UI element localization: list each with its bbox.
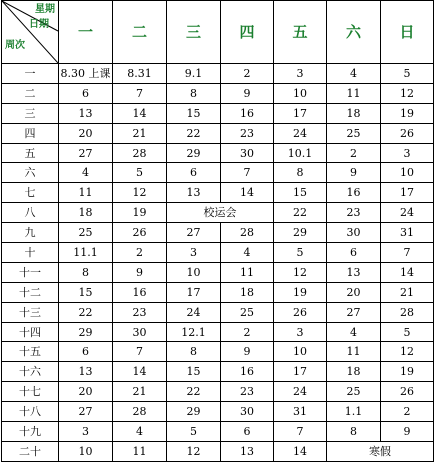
- day-header-tue: 二: [113, 1, 167, 64]
- date-cell: 16: [221, 362, 274, 382]
- date-cell: 12: [113, 183, 167, 203]
- date-cell: 12: [381, 342, 434, 362]
- date-cell: 5: [113, 163, 167, 183]
- date-cell: 17: [274, 362, 327, 382]
- date-cell: 6: [59, 342, 113, 362]
- week-row: [2, 342, 434, 362]
- date-cell: 7: [113, 83, 167, 103]
- date-cell: 20: [327, 282, 381, 302]
- week-row: [2, 422, 434, 442]
- week-row: [2, 262, 434, 282]
- date-cell: 19: [381, 103, 434, 123]
- corner-label-week: 周次: [5, 40, 25, 51]
- date-cell: 14: [113, 103, 167, 123]
- date-cell: 21: [113, 382, 167, 402]
- date-cell: 5: [381, 64, 434, 84]
- date-cell: 25: [59, 223, 113, 243]
- date-cell: 8: [167, 342, 221, 362]
- date-cell: 9: [381, 422, 434, 442]
- date-cell: 31: [381, 223, 434, 243]
- date-cell: 10: [274, 342, 327, 362]
- day-header-mon: 一: [59, 1, 113, 64]
- date-cell: 24: [167, 302, 221, 322]
- date-cell: 28: [113, 143, 167, 163]
- header-row: [2, 1, 434, 64]
- corner-label-date: 日期: [29, 19, 49, 30]
- week-number: 十六: [2, 362, 59, 382]
- date-cell: 12: [381, 83, 434, 103]
- week-number: 二: [2, 83, 59, 103]
- day-header-sat: 六: [327, 1, 381, 64]
- date-cell: 27: [327, 302, 381, 322]
- date-cell: 24: [381, 203, 434, 223]
- week-number: 十九: [2, 422, 59, 442]
- date-cell: 17: [167, 282, 221, 302]
- date-cell: 10: [167, 262, 221, 282]
- date-cell: 6: [327, 243, 381, 263]
- date-cell: 12: [274, 262, 327, 282]
- date-cell: 11: [59, 183, 113, 203]
- date-cell: 6: [221, 422, 274, 442]
- date-cell: 14: [274, 441, 327, 461]
- week-row: [2, 103, 434, 123]
- week-row: [2, 223, 434, 243]
- date-cell: 17: [381, 183, 434, 203]
- date-cell: 21: [113, 123, 167, 143]
- date-cell: 28: [221, 223, 274, 243]
- date-cell: 11: [113, 441, 167, 461]
- date-cell: 28: [113, 402, 167, 422]
- date-cell: 23: [221, 382, 274, 402]
- date-cell: 11.1: [59, 243, 113, 263]
- date-cell: 9: [221, 83, 274, 103]
- week-row: [2, 64, 434, 84]
- week-row: [2, 183, 434, 203]
- date-cell: 7: [274, 422, 327, 442]
- date-cell: 10: [274, 83, 327, 103]
- date-cell: 4: [221, 243, 274, 263]
- date-cell: 29: [59, 322, 113, 342]
- date-cell: 13: [327, 262, 381, 282]
- date-cell: 26: [381, 382, 434, 402]
- date-cell: 13: [167, 183, 221, 203]
- date-cell: 16: [113, 282, 167, 302]
- date-cell: 7: [381, 243, 434, 263]
- date-cell: 21: [381, 282, 434, 302]
- date-cell: 2: [221, 322, 274, 342]
- date-cell: 12.1: [167, 322, 221, 342]
- date-cell: 8: [167, 83, 221, 103]
- date-cell: 31: [274, 402, 327, 422]
- week-row: [2, 83, 434, 103]
- week-number: 十七: [2, 382, 59, 402]
- week-number: 十一: [2, 262, 59, 282]
- day-header-wed: 三: [167, 1, 221, 64]
- date-cell: 15: [167, 103, 221, 123]
- week-number: 五: [2, 143, 59, 163]
- date-cell: 4: [327, 64, 381, 84]
- calendar-body: [2, 64, 434, 462]
- date-cell: 18: [327, 362, 381, 382]
- date-cell: 13: [221, 441, 274, 461]
- date-cell: 22: [59, 302, 113, 322]
- week-number: 七: [2, 183, 59, 203]
- date-cell: 20: [59, 382, 113, 402]
- date-cell: 2: [327, 143, 381, 163]
- date-cell: 13: [59, 362, 113, 382]
- date-cell: 14: [113, 362, 167, 382]
- date-cell: 3: [274, 322, 327, 342]
- date-cell: 9: [113, 262, 167, 282]
- date-cell: 27: [59, 143, 113, 163]
- date-cell: 1.1: [327, 402, 381, 422]
- date-cell: 2: [221, 64, 274, 84]
- date-cell: 11: [221, 262, 274, 282]
- week-row: [2, 143, 434, 163]
- corner-label-weekday: 星期: [35, 4, 55, 15]
- week-row: [2, 203, 434, 223]
- date-cell: 6: [167, 163, 221, 183]
- week-row: [2, 382, 434, 402]
- week-row: [2, 322, 434, 342]
- week-row: [2, 163, 434, 183]
- date-cell: 18: [221, 282, 274, 302]
- week-row: [2, 123, 434, 143]
- week-number: 六: [2, 163, 59, 183]
- week-number: 二十: [2, 441, 59, 461]
- date-cell: 9: [327, 163, 381, 183]
- date-cell: 10: [59, 441, 113, 461]
- week-number: 十八: [2, 402, 59, 422]
- date-cell: 30: [113, 322, 167, 342]
- date-cell: 4: [59, 163, 113, 183]
- date-cell: 14: [221, 183, 274, 203]
- date-cell: 4: [327, 322, 381, 342]
- day-header-fri: 五: [274, 1, 327, 64]
- date-cell: 30: [221, 143, 274, 163]
- date-cell: 4: [113, 422, 167, 442]
- date-cell: 19: [381, 362, 434, 382]
- date-cell: 8: [59, 262, 113, 282]
- date-cell: 30: [221, 402, 274, 422]
- week-number: 八: [2, 203, 59, 223]
- corner-header: [2, 1, 59, 64]
- week-number: 九: [2, 223, 59, 243]
- day-header-sun: 日: [381, 1, 434, 64]
- date-cell: 25: [221, 302, 274, 322]
- date-cell: 26: [274, 302, 327, 322]
- date-cell: 7: [113, 342, 167, 362]
- date-cell: 5: [381, 322, 434, 342]
- date-cell: 23: [221, 123, 274, 143]
- week-number: 十五: [2, 342, 59, 362]
- week-row: [2, 362, 434, 382]
- date-cell: 30: [327, 223, 381, 243]
- date-cell: 25: [327, 382, 381, 402]
- date-cell: 10: [381, 163, 434, 183]
- date-cell: 22: [274, 203, 327, 223]
- date-cell: 15: [59, 282, 113, 302]
- date-cell: 8: [327, 422, 381, 442]
- date-cell: 3: [274, 64, 327, 84]
- date-cell: 29: [274, 223, 327, 243]
- date-cell: 24: [274, 123, 327, 143]
- date-cell: 20: [59, 123, 113, 143]
- week-number: 三: [2, 103, 59, 123]
- date-cell: 15: [167, 362, 221, 382]
- date-cell: 22: [167, 123, 221, 143]
- date-cell: 19: [113, 203, 167, 223]
- week-number: 十三: [2, 302, 59, 322]
- date-cell: 13: [59, 103, 113, 123]
- date-cell: 3: [167, 243, 221, 263]
- week-row: [2, 302, 434, 322]
- date-cell: 11: [327, 83, 381, 103]
- date-cell: 8.31: [113, 64, 167, 84]
- week-row: [2, 441, 434, 461]
- week-row: [2, 243, 434, 263]
- week-number: 十二: [2, 282, 59, 302]
- date-cell: 29: [167, 402, 221, 422]
- date-cell: 29: [167, 143, 221, 163]
- date-cell: 24: [274, 382, 327, 402]
- date-cell: 28: [381, 302, 434, 322]
- school-calendar-table: [1, 0, 434, 462]
- date-cell: 17: [274, 103, 327, 123]
- date-cell: 3: [381, 143, 434, 163]
- week-number: 四: [2, 123, 59, 143]
- date-cell: 16: [221, 103, 274, 123]
- date-cell: 6: [59, 83, 113, 103]
- event-cell: 校运会: [167, 203, 274, 223]
- date-cell: 23: [113, 302, 167, 322]
- week-row: [2, 402, 434, 422]
- holiday-cell: 寒假: [327, 441, 434, 461]
- date-cell: 18: [327, 103, 381, 123]
- date-cell: 2: [113, 243, 167, 263]
- date-cell: 19: [274, 282, 327, 302]
- date-cell: 5: [274, 243, 327, 263]
- date-cell: 8.30 上课: [59, 64, 113, 84]
- date-cell: 23: [327, 203, 381, 223]
- date-cell: 5: [167, 422, 221, 442]
- date-cell: 8: [274, 163, 327, 183]
- week-number: 十: [2, 243, 59, 263]
- date-cell: 18: [59, 203, 113, 223]
- week-number: 一: [2, 64, 59, 84]
- date-cell: 3: [59, 422, 113, 442]
- date-cell: 9: [221, 342, 274, 362]
- week-number: 十四: [2, 322, 59, 342]
- date-cell: 9.1: [167, 64, 221, 84]
- date-cell: 7: [221, 163, 274, 183]
- date-cell: 10.1: [274, 143, 327, 163]
- date-cell: 14: [381, 262, 434, 282]
- date-cell: 12: [167, 441, 221, 461]
- date-cell: 11: [327, 342, 381, 362]
- date-cell: 26: [113, 223, 167, 243]
- day-header-thu: 四: [221, 1, 274, 64]
- date-cell: 22: [167, 382, 221, 402]
- date-cell: 2: [381, 402, 434, 422]
- date-cell: 16: [327, 183, 381, 203]
- date-cell: 26: [381, 123, 434, 143]
- date-cell: 15: [274, 183, 327, 203]
- date-cell: 27: [167, 223, 221, 243]
- date-cell: 25: [327, 123, 381, 143]
- date-cell: 27: [59, 402, 113, 422]
- week-row: [2, 282, 434, 302]
